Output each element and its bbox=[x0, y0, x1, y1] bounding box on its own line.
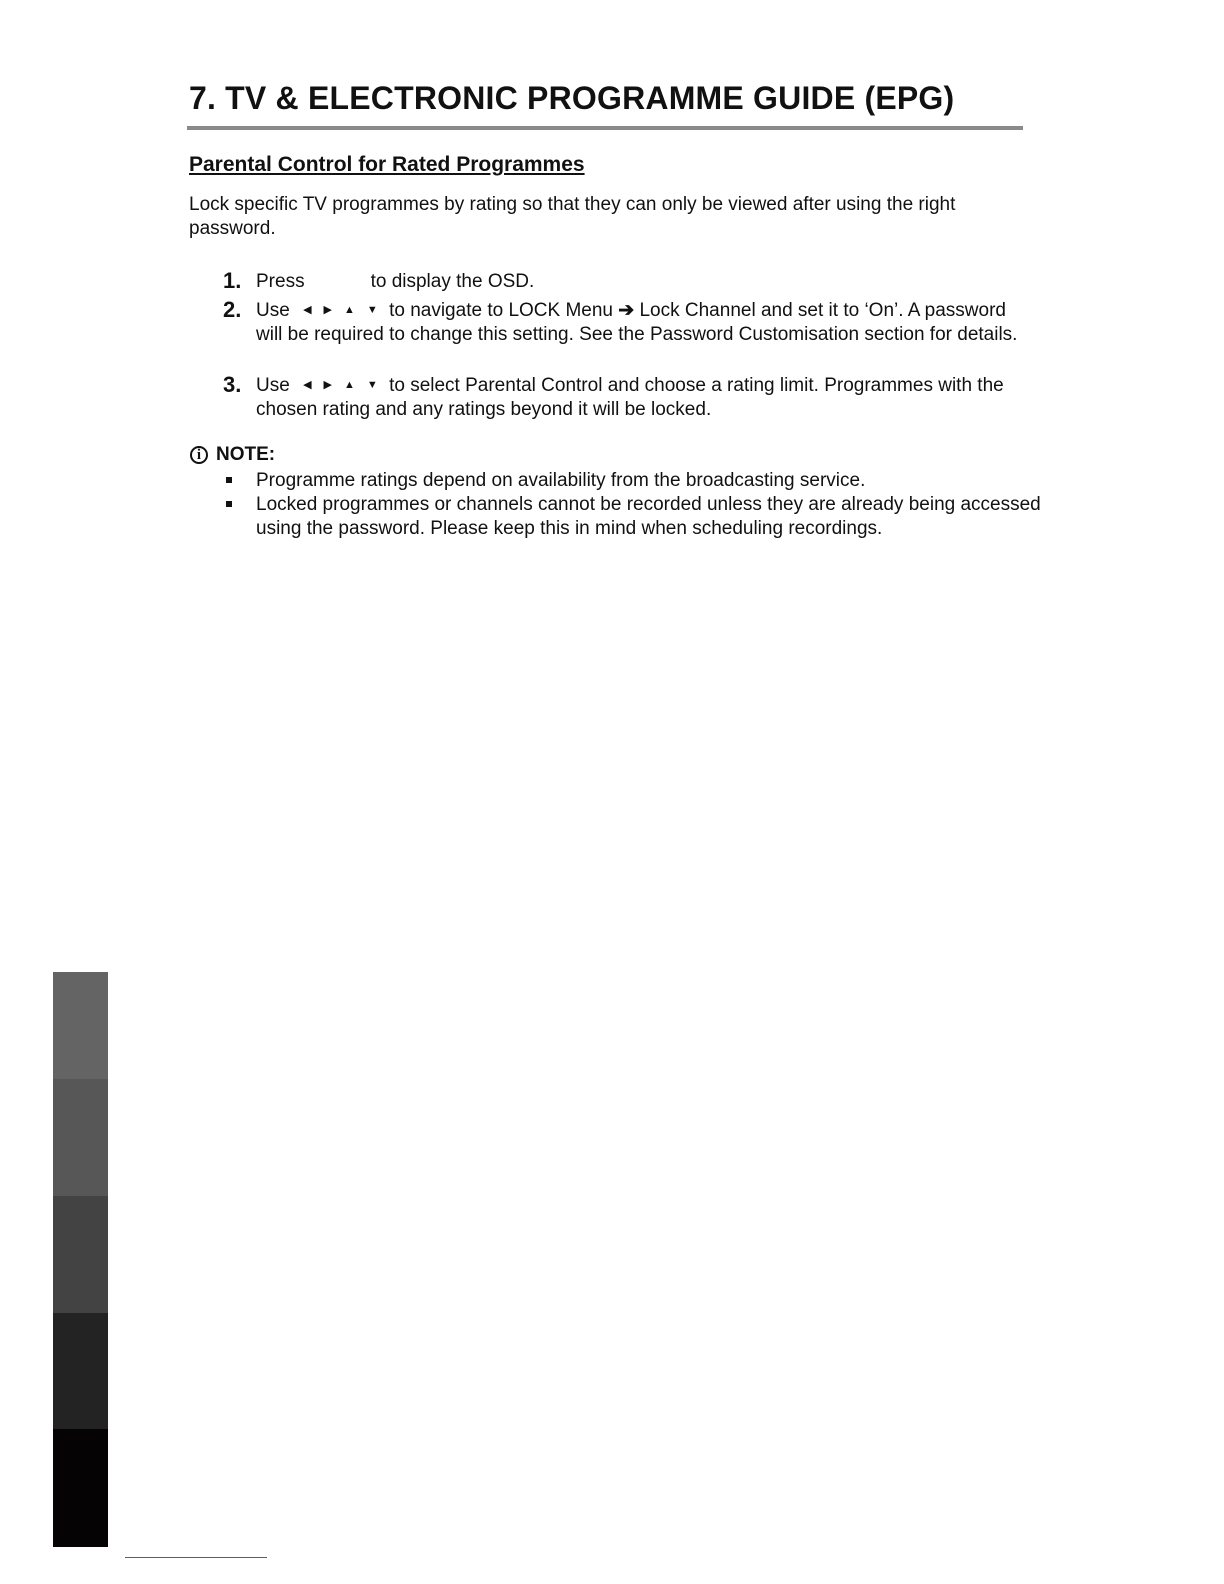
arrow-left-icon: ◀ bbox=[303, 304, 312, 317]
intro-paragraph: Lock specific TV programmes by rating so that they can only be viewed after using the right password. bbox=[189, 194, 956, 239]
note-header bbox=[190, 444, 275, 466]
step-text-before: Press bbox=[256, 271, 305, 292]
bullet-icon bbox=[226, 477, 232, 483]
arrow-right-icon: ▶ bbox=[323, 304, 333, 317]
note-item: Programme ratings depend on availability from the broadcasting service. bbox=[256, 470, 866, 491]
arrow-down-icon: ▼ bbox=[366, 379, 378, 392]
step-number: 1. bbox=[223, 268, 242, 293]
step-number: 3. bbox=[223, 372, 242, 397]
arrow-up-icon: ▲ bbox=[344, 379, 355, 392]
info-icon: i bbox=[190, 446, 208, 464]
right-arrow-icon: ➔ bbox=[618, 300, 635, 321]
step-text bbox=[256, 270, 1026, 294]
side-tab-segment bbox=[53, 1079, 108, 1196]
arrow-up-icon: ▲ bbox=[344, 304, 355, 317]
step-text-before: Use bbox=[256, 375, 290, 396]
step-text-before: Use bbox=[256, 300, 290, 321]
arrow-keys bbox=[303, 305, 378, 316]
note-item: Locked programmes or channels cannot be recorded unless they are already being accessed using the password. Please keep this in mind when scheduling recordings. bbox=[256, 494, 1041, 539]
page-title: 7. TV & ELECTRONIC PROGRAMME GUIDE (EPG) bbox=[189, 80, 955, 116]
bullet-icon bbox=[226, 501, 232, 507]
side-tab-segment bbox=[53, 1196, 108, 1313]
footer-rule bbox=[125, 1557, 267, 1558]
step-text bbox=[256, 299, 1026, 346]
side-tab-segment bbox=[53, 1313, 108, 1429]
arrow-keys bbox=[303, 380, 378, 391]
step-text-after: Lock Channel and set it to ‘On’. A password will be required to change this setting. See the Password Customisation section for details. bbox=[256, 300, 1018, 345]
arrow-left-icon: ◀ bbox=[303, 379, 312, 392]
step-number: 2. bbox=[223, 297, 242, 322]
section-heading: Parental Control for Rated Programmes bbox=[189, 153, 585, 176]
arrow-right-icon: ▶ bbox=[323, 379, 333, 392]
arrow-down-icon: ▼ bbox=[366, 304, 378, 317]
step-text-after: to navigate to LOCK Menu bbox=[389, 300, 613, 321]
step-text bbox=[256, 374, 1026, 421]
note-label: NOTE: bbox=[216, 444, 276, 465]
side-tab-segment bbox=[53, 1429, 108, 1547]
step-text-after: to display the OSD. bbox=[370, 271, 535, 292]
title-divider bbox=[187, 126, 1023, 130]
side-tab-segment bbox=[53, 972, 108, 1079]
step-text-after: to select Parental Control and choose a rating limit. Programmes with the chosen rating and any ratings beyond it will be locked. bbox=[256, 375, 1004, 420]
